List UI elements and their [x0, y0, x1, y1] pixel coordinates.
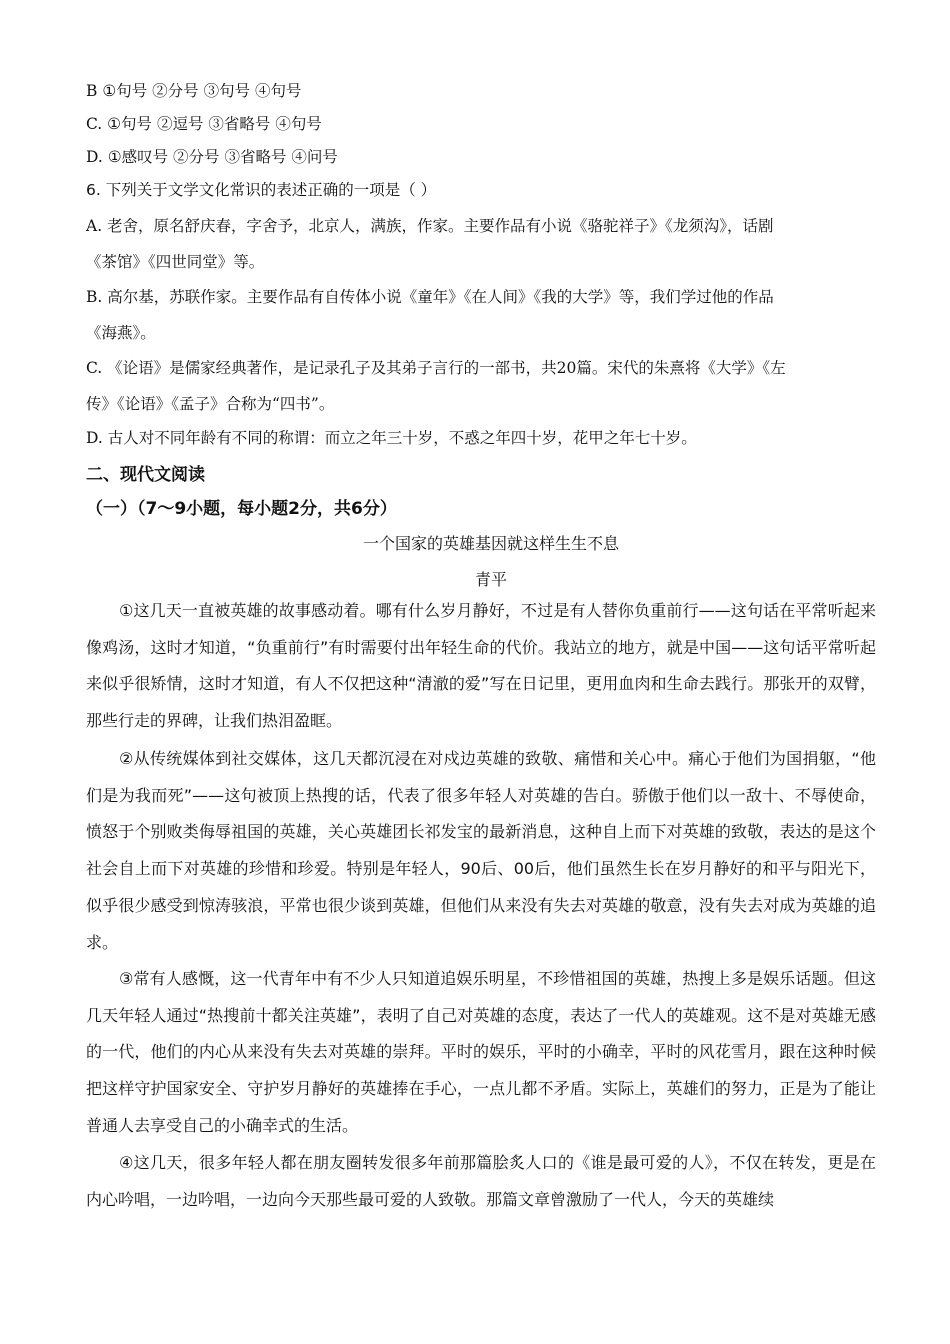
article-paragraph-4: ④这几天，很多年轻人都在朋友圈转发很多年前那篇脍炙人口的《谁是最可爱的人》，不仅在转发，更是在内心吟唱，一边吟唱，一边向今天那些最可爱的人致敬。那篇文章曾激励了一代人，今天的英雄续: [86, 1153, 876, 1209]
q6-option-b-line2: 《海燕》。: [86, 324, 156, 342]
article-title: 一个国家的英雄基因就这样生生不息: [362, 534, 619, 553]
article-paragraph-3: ③常有人感慨，这一代青年中有不少人只知道追娱乐明星，不珍惜祖国的英雄，热搜上多是娱乐话题。但这几天年轻人通过“热搜前十都关注英雄”，表明了自己对英雄的态度，表达了一代人的英雄观。这不是对英雄无感的一代，他们的内心从来没有失去对英雄的崇拜。平时的娱乐，平时的小确幸，平时的风花雪月，跟在这种时候把这样守护国家安全、守护岁月静好的英雄捧在手心，一点儿都不矛盾。实际上，英雄们的努力，正是为了能让普通人去享受自己的小确幸式的生活。: [86, 969, 876, 1135]
section-subheading: （一）（7～9小题，每小题2分，共6分）: [86, 499, 397, 519]
article-author: 青平: [474, 570, 507, 589]
q6-option-d-line1: D. 古人对不同年龄有不同的称谓：而立之年三十岁，不惑之年四十岁，花甲之年七十岁。: [86, 429, 697, 447]
option-c-prev: C. ①句号 ②逗号 ③省略号 ④句号: [86, 115, 322, 133]
question-6-stem: 6. 下列关于文学文化常识的表述正确的一项是（ ）: [86, 181, 437, 199]
q6-option-c-line2: 传》《论语》《孟子》合称为“四书”。: [86, 395, 335, 413]
article-paragraph-1: ①这几天一直被英雄的故事感动着。哪有什么岁月静好，不过是有人替你负重前行——这句话在平常听起来像鸡汤，这时才知道，“负重前行”有时需要付出年轻生命的代价。我站立的地方，就是中国——这句话平常听起来似乎很矫情，这时才知道，有人不仅把这种“清澈的爱”写在日记里，更用血肉和生命去践行。那张开的双臂，那些行走的界碑，让我们热泪盈眶。: [86, 601, 876, 731]
q6-option-a-line1: A. 老舍，原名舒庆春，字舍予，北京人，满族，作家。主要作品有小说《骆驼祥子》《龙须沟》，话剧: [86, 217, 774, 235]
q6-option-a-line2: 《茶馆》《四世同堂》等。: [86, 253, 265, 271]
article-paragraph-2: ②从传统媒体到社交媒体，这几天都沉浸在对戍边英雄的致敬、痛惜和关心中。痛心于他们为国捐躯，“他们是为我而死”——这句被顶上热搜的话，代表了很多年轻人对英雄的告白。骄傲于他们以一敌十、不辱使命，愤怒于个别败类侮辱祖国的英雄，关心英雄团长祁发宝的最新消息，这种自上而下对英雄的致敬，表达的是这个社会自上而下对英雄的珍惜和珍爱。特别是年轻人，90后、00后，他们虽然生长在岁月静好的和平与阳光下，似乎很少感受到惊涛骇浪，平常也很少谈到英雄，但他们从来没有失去对英雄的敬意，没有失去对成为英雄的追求。: [86, 749, 876, 952]
option-b-prev: B ①句号 ②分号 ③句号 ④句号: [86, 82, 302, 100]
q6-option-c-line1: C. 《论语》是儒家经典著作，是记录孔子及其弟子言行的一部书，共20篇。宋代的朱熹将《大学》《左: [86, 359, 786, 377]
q6-option-b-line1: B. 高尔基，苏联作家。主要作品有自传体小说《童年》《在人间》《我的大学》等，我们学过他的作品: [86, 288, 774, 306]
section-heading: 二、现代文阅读: [86, 465, 205, 485]
option-d-prev: D. ①感叹号 ②分号 ③省略号 ④问号: [86, 148, 338, 166]
